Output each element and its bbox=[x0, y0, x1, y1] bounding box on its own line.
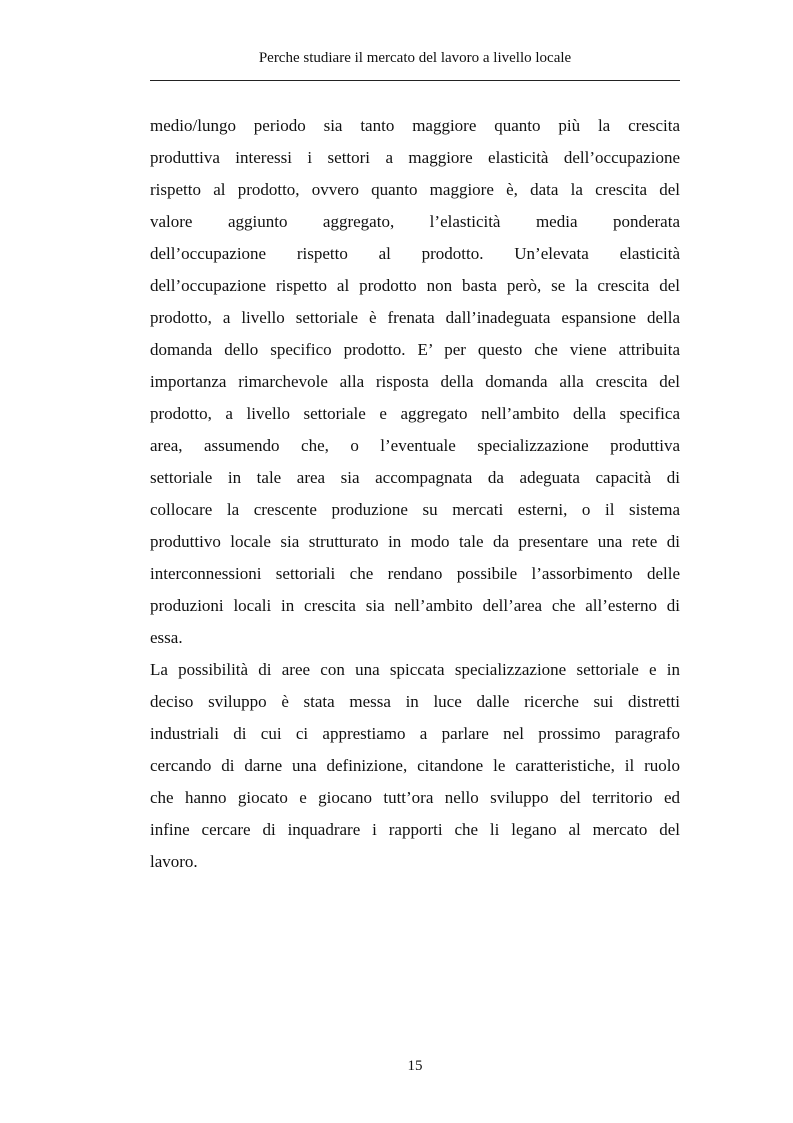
text-line: prodotto, a livello settoriale e aggregato nell’ambito della specifica bbox=[150, 404, 680, 423]
text-line: rispetto al prodotto, ovvero quanto maggiore è, data la crescita del bbox=[150, 180, 680, 199]
text-line: deciso sviluppo è stata messa in luce dalle ricerche sui distretti bbox=[150, 692, 680, 711]
text-line: dell’occupazione rispetto al prodotto. Un’elevata elasticità bbox=[150, 244, 680, 263]
running-header: Perche studiare il mercato del lavoro a livello locale bbox=[258, 50, 572, 66]
text-line: settoriale in tale area sia accompagnata da adeguata capacità di bbox=[150, 468, 680, 487]
text-line: prodotto, a livello settoriale è frenata dall’inadeguata espansione della bbox=[150, 308, 680, 327]
paragraph-2 bbox=[150, 654, 680, 878]
text-line: infine cercare di inquadrare i rapporti che li legano al mercato del bbox=[150, 820, 680, 839]
page-number: 15 bbox=[407, 1058, 423, 1074]
body-text bbox=[150, 110, 680, 878]
text-line: produzioni locali in crescita sia nell’ambito dell’area che all’esterno di bbox=[150, 596, 680, 615]
text-line: La possibilità di aree con una spiccata specializzazione settoriale e in bbox=[150, 660, 680, 679]
text-line: domanda dello specifico prodotto. E’ per questo che viene attribuita bbox=[150, 340, 680, 359]
text-line: interconnessioni settoriali che rendano possibile l’assorbimento delle bbox=[150, 564, 680, 583]
text-line: area, assumendo che, o l’eventuale specializzazione produttiva bbox=[150, 436, 680, 455]
text-line: importanza rimarchevole alla risposta della domanda alla crescita del bbox=[150, 372, 680, 391]
text-line: dell’occupazione rispetto al prodotto non basta però, se la crescita del bbox=[150, 276, 680, 295]
text-line: produttivo locale sia strutturato in modo tale da presentare una rete di bbox=[150, 532, 680, 551]
text-line: medio/lungo periodo sia tanto maggiore quanto più la crescita bbox=[150, 116, 680, 135]
text-line: essa. bbox=[150, 628, 183, 647]
text-line: industriali di cui ci apprestiamo a parlare nel prossimo paragrafo bbox=[150, 724, 680, 743]
text-line: valore aggiunto aggregato, l’elasticità media ponderata bbox=[150, 212, 680, 231]
text-line: che hanno giocato e giocano tutt’ora nello sviluppo del territorio ed bbox=[150, 788, 680, 807]
header-rule bbox=[150, 80, 680, 81]
text-line: lavoro. bbox=[150, 852, 198, 871]
text-line: produttiva interessi i settori a maggiore elasticità dell’occupazione bbox=[150, 148, 680, 167]
paragraph-1 bbox=[150, 110, 680, 654]
text-line: cercando di darne una definizione, citandone le caratteristiche, il ruolo bbox=[150, 756, 680, 775]
text-line: collocare la crescente produzione su mercati esterni, o il sistema bbox=[150, 500, 680, 519]
